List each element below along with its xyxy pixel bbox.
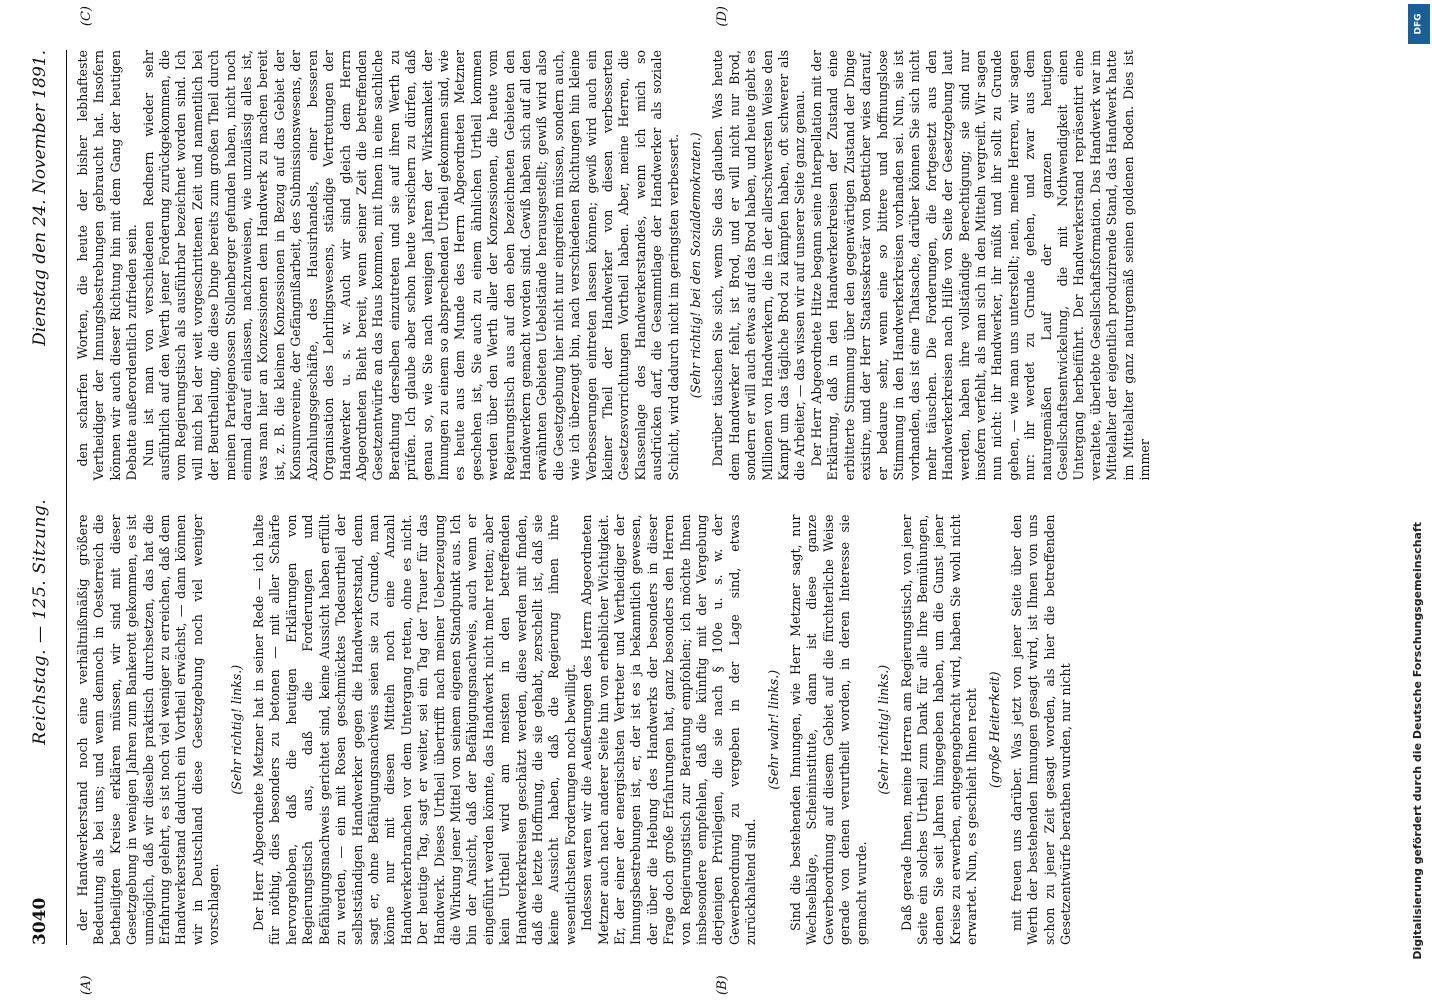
left-column: [75, 514, 1375, 995]
paragraph: mit freuen uns darüber. Was jetzt von jener Seite über den Werth der bestehenden Innungen gesagt wird, ist Ihnen von uns schon zu jener Zeit gesagt worden, als hier die betreffenden Gesetzentwürfe berathen wurden, nur nicht: [1008, 514, 1074, 945]
margin-marker-a: (A): [79, 975, 94, 995]
paragraph: Nun ist man von verschiedenen Rednern wieder sehr ausführlich auf den Werth jener Forderung zurückgekommen, die vom Regierungstisch als ausführbar bezeichnet worden sind. Ich will mich bei der weit vorgeschrittenen Zeit und namentlich bei der Beurtheilung, die diese Dinge bereits zum großen Theil durch meinen Parteigenossen Stollenberger gefunden haben, nicht noch einmal darauf einlassen, nachzuweisen, wie unzulässig alles ist, was man hier an Konzessionen dem Handwerk zu machen bereit ist, z. B. die kleinen Konzessionen in Bezug auf das Gebiet der Konsumvereine, der Gefängnißarbeit, des Submissionswesens, der Abzahlungsgeschäfte, des Hausirhandels, einer besseren Organisation des Lehrlingswesens, ständige Vertretungen der Handwerker u. s. w. Auch wir sind gleich dem Herrn Abgeordneten Bieht bereit, wenn seiner Zeit die betreffenden Gesetzentwürfe an das Haus kommen, mit Ihnen in eine sachliche Berathung derselben einzutreten und sie auf ihren Werth zu prüfen. Ich glaube aber schon heute versichern zu dürfen, daß genau so, wie Sie nach wenigen Jahren der Wirksamkeit der Innungen zu einem so absprechenden Urtheil gekommen sind, wie es heute aus dem Munde des Herrn Abgeordneten Metzner geschehen ist, Sie auch zu einem ähnlichen Urtheil kommen werden über den Werth aller der Konzessionen, die heute vom Regierungstisch aus auf den eben bezeichneten Gebieten den Handwerkern gemacht worden sind. Gewiß haben sich auf all den erwähnten Gebieten Uebelstände herausgestellt; gewiß wird also die Gesetzgebung hier nicht nur eingreifen müssen, sondern auch, wie ich überzeugt bin, nach verschiedenen Richtungen hin kleine Verbesserungen eintreten lassen können; gewiß wird auch ein kleiner Theil der Handwerker von diesen verbesserten Gesetzesvorrichtungen Vortheil haben. Aber, meine Herren, die Klassenlage des Handwerkerstandes, wenn ich mich so ausdrücken darf, die Gesammtlage der Handwerker als soziale Schicht, wird dadurch nicht im geringsten verbessert.: [140, 50, 681, 481]
paragraph: Der Herr Abgeordnete Metzner hat in seiner Rede — ich halte für nöthig, dies besonders zu betonen — mit aller Schärfe hervorgehoben, daß die heutigen Erklärungen von Regierungstisch aus, daß die Forderungen und Befähigungsnachweis gerichtet sind, keine Aussicht haben erfüllt zu werden, — ein mit Rosen geschmücktes Todesurtheil der selbstständigen Handwerker gegen die Handwerkerstand, denn sagt er, ohne Befähigungsnachweis seien sie zu Grunde, man könne nur mit diesen Mitteln noch eine Anzahl Handwerkerbranchen vor dem Untergang retten, ohne es nicht. Der heutige Tag, sagt er weiter, sei ein Tag der Trauer für das Handwerk. Dieses Urtheil übertrifft nach meiner Ueberzeugung die Wirkung jener Mittel von seinem eigenen Standpunkt aus. Ich bin der Ansicht, daß der Befähigungsnachweis, auch wenn er eingeführt werden könnte, das Handwerk nicht mehr retten; aber kein Urtheil wird am meisten in den betreffenden Handwerkerkreisen geschätzt werden, diese werden mit finden, daß die letzte Hoffnung, die sie gehabt, zerschellt ist, daß sie keine Aussicht haben, daß die Regierung ihnen ihre wesentlichsten Forderungen noch bewilligt.: [251, 514, 578, 945]
paragraph: den scharfen Worten, die heute der bisher lebhafteste Vertheidiger der Innungsbestrebungen gebraucht hat. Insofern können wir auch dieser Richtung hin mit dem Gang der heutigen Debatte außerordentlich zufrieden sein.: [75, 50, 140, 481]
right-column: [75, 6, 1375, 481]
text-columns: [75, 6, 1375, 995]
margin-marker-d: (D): [715, 6, 730, 27]
margin-marker-c: (C): [79, 6, 94, 27]
margin-marker-b: (B): [715, 975, 730, 995]
dfg-logo-text: DFG: [1413, 13, 1424, 35]
interjection: (Sehr richtig! links.): [876, 664, 892, 795]
paragraph: Sind die bestehenden Innungen, wie Herr Metzner sagt, nur Wechselbälge, Scheininstitute, dann ist diese ganze Gewerbeordnung auf diesem Gebiet auf die fürchterliche Weise gerade von denen verurtheilt worden, in deren Interesse sie gemacht wurde.: [788, 514, 869, 945]
dfg-logo: [1408, 4, 1430, 44]
dfg-sidebar: [1402, 0, 1432, 1000]
page-number: 3040: [30, 897, 50, 945]
session-date: Dienstag den 24. November 1891.: [30, 50, 50, 346]
paragraph: Indessen waren wir die Aeußerungen des Herrn Abgeordneten Metzner auch nach anderer Seite hin von erheblicher Wichtigkeit. Er, der einer der energischsten Vertreter und Vertheidiger der Innungsbestrebungen ist, er, der ist es ja bekanntlich gewesen, der über die Hebung des Handwerks der besonders in dieser Frage doch große Erfahrungen hat, ganz besonders den Herren von Regierungstisch zur Beratung empfohlen; ich möchte Ihnen insbesondere empfehlen, daß die künftig mit der Vergebung derjenigen Privilegien, die sie nach § 100e u. s. w. der Gewerbeordnung zu vergeben in der Lage sind, etwas zurückhaltend sind.: [579, 514, 759, 945]
dfg-notice: Digitalisierung gefördert durch die Deutsche Forschungsgemeinschaft: [1411, 522, 1424, 960]
interjection: (große Heiterkeit): [986, 671, 1002, 789]
paragraph: Darüber täuschen Sie sich, wenn Sie das glauben. Was heute dem Handwerker fehlt, ist Brod, und er will nicht nur Brod, sondern er will auch etwas auf das Brod haben, und heute giebt es Millionen von Handwerkern, die in der allerschwersten Weise den Kampf um das tägliche Brod zu kämpfen haben, oft schwerer als die Arbeiter, — das wissen wir auf unserer Seite ganz genau.: [710, 50, 808, 481]
paragraph: Der Herr Abgeordnete Hitze begann seine Interpellation mit der Erklärung, daß in den Handwerkerkreisen der Zustand eine erbitterte Stimmung über den gegenwärtigen Zustand der Dinge existire, und der Herr Staatssekretär von Boetticher wies darauf, er bedaure sehr, wenn eine so bittere und hoffnungslose Stimmung in den Handwerkerkreisen vorhanden sei. Nun, sie ist vorhanden, das ist eine Thatsache, darüber können Sie sich nicht mehr täuschen. Die Forderungen, die fortgesetzt aus den Handwerkerkreisen nach Hilfe von Seite der Gesetzgebung laut werden, haben ihre vollständige Berechtigung; sie sind nur insofern verfehlt, als man sich in den Mitteln vergreift. Wir sagen nun nicht: ihr Handwerker, ihr müßt und ihr sollt zu Grunde gehen, — wie man uns unterstellt; nein, meine Herren, wir sagen nur: ihr werdet zu Grunde gehen, und zwar aus dem naturgemäßen Lauf der ganzen heutigen Gesellschaftsentwickelung, die mit Nothwendigkeit einen Untergang herbeiführt. Der Handwerkerstand repräsentirt eine veraltete, überlebte Gesellschaftsformation. Das Handwerk war im Mittelalter der eigentlich produzirende Stand, das Handwerk hatte im Mittelalter ganz naturgemäß seinen goldenen Boden. Dies ist immer: [808, 50, 1152, 481]
paragraph: der Handwerkerstand noch eine verhältnißmäßig größere Bedeutung als bei uns; und wenn dennoch in Oesterreich die betheiligten Kreise erklären müssen, wir sind mit dieser Gesetzgebung in wenigen Jahren zum Bankerott gekommen, es ist unmöglich, daß wir dieselbe praktisch durchsetzen, das hat die Erfahrung gelehrt, es ist noch viel weniger zu erreichen, daß dem Handwerkerstand dadurch ein Vortheil erwächst, — dann können wir in Deutschland diese Gesetzgebung noch viel weniger vorschlagen.: [75, 514, 222, 945]
page-header: [30, 50, 67, 945]
interjection: (Sehr richtig! bei den Sozialdemokraten.): [688, 132, 704, 399]
interjection: (Sehr richtig! links.): [228, 664, 244, 795]
interjection: (Sehr wahr! links.): [765, 669, 781, 790]
session-title: Reichstag. — 125. Sitzung.: [30, 498, 50, 745]
paragraph: Daß gerade Ihnen, meine Herren am Regierungstisch, von jener Seite ein solches Urtheil zum Dank für alle Ihre Bemühungen, denen Sie seit Jahren hingegeben haben, um die Gunst jener Kreise zu erwerben, entgegengebracht wird, haben Sie wohl nicht erwartet. Nun, es geschieht Ihnen recht: [898, 514, 980, 945]
